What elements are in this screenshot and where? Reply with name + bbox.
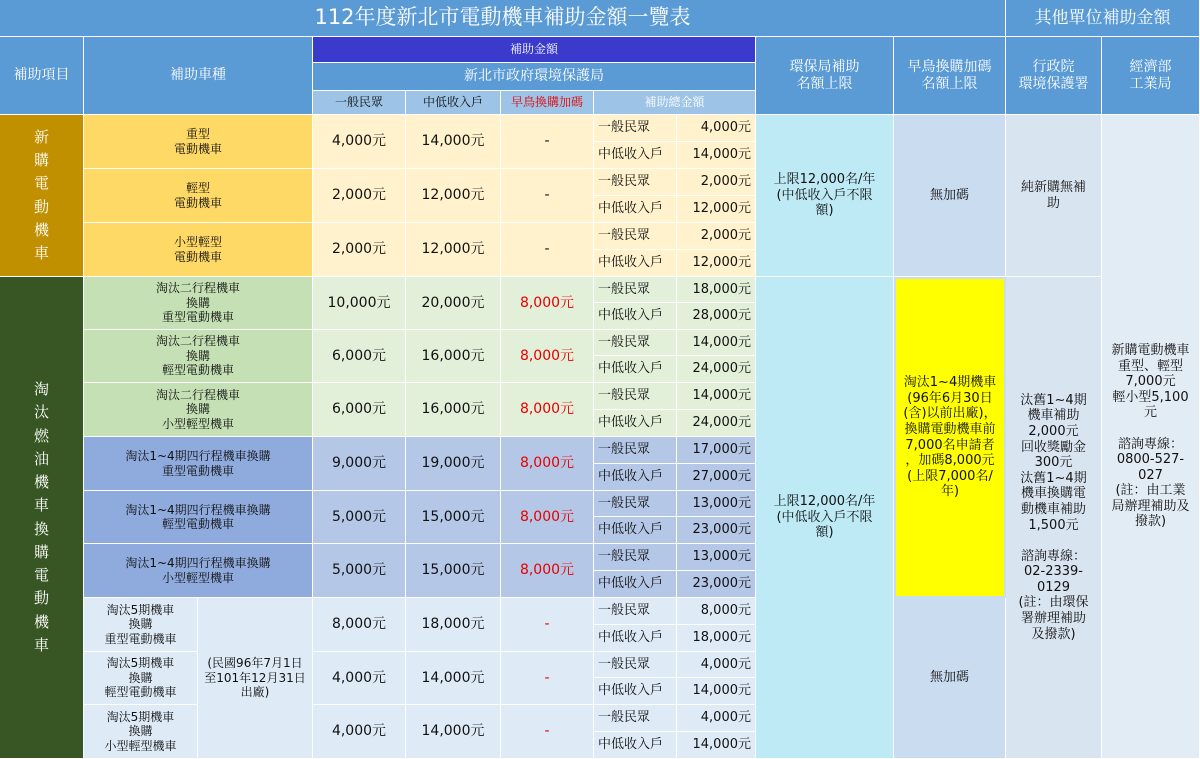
total-label-low-income: 中低收入戶: [594, 517, 677, 544]
total-label-low-income: 中低收入戶: [594, 732, 677, 759]
quota-replacement: 上限12,000名/年 (中低收入戶不限 額): [756, 277, 894, 759]
low-income-amount: 12,000元: [406, 169, 501, 223]
total-label-low-income: 中低收入戶: [594, 196, 677, 223]
total-label-low-income: 中低收入戶: [594, 142, 677, 169]
total-label-general: 一般民眾: [594, 437, 677, 464]
vehicle-cell: 重型 電動機車: [84, 115, 313, 169]
total-value-low-income: 23,000元: [677, 571, 756, 598]
early-bird-bonus: 8,000元: [501, 544, 594, 598]
early-bird-bonus: 8,000元: [501, 437, 594, 491]
total-value-low-income: 14,000元: [677, 678, 756, 705]
low-income-amount: 15,000元: [406, 544, 501, 598]
total-value-general: 4,000元: [677, 705, 756, 732]
total-label-general: 一般民眾: [594, 705, 677, 732]
total-value-general: 4,000元: [677, 115, 756, 142]
header-vehicle: 補助車種: [84, 37, 313, 115]
epa-replacement: 汰舊1~4期 機車補助 2,000元 回收獎勵金 300元 汰舊1~4期 機車換購電 動機車補助 1,500元 諮詢專線： 02-2339- 0129 (註：由環保 署辦理補助 及撥款): [1006, 277, 1102, 759]
total-label-low-income: 中低收入戶: [594, 625, 677, 652]
total-value-low-income: 24,000元: [677, 356, 756, 383]
total-label-general: 一般民眾: [594, 598, 677, 625]
header-early-bird: 早鳥換購加碼: [501, 91, 594, 115]
general-amount: 5,000元: [313, 491, 406, 544]
total-label-general: 一般民眾: [594, 223, 677, 250]
general-amount: 5,000元: [313, 544, 406, 598]
total-label-general: 一般民眾: [594, 491, 677, 517]
vehicle-cell: 淘汰1~4期四行程機車換購 重型電動機車: [84, 437, 313, 491]
early-bird-bonus: -: [501, 115, 594, 169]
header-item: 補助項目: [0, 37, 84, 115]
general-amount: 8,000元: [313, 598, 406, 652]
early-bird-bonus: 8,000元: [501, 491, 594, 544]
total-value-low-income: 24,000元: [677, 410, 756, 437]
low-income-amount: 15,000元: [406, 491, 501, 544]
low-income-amount: 16,000元: [406, 383, 501, 437]
total-label-low-income: 中低收入戶: [594, 464, 677, 491]
header-quota: 環保局補助 名額上限: [756, 37, 894, 115]
total-label-low-income: 中低收入戶: [594, 356, 677, 383]
phase5-period: (民國96年7月1日 至101年12月31日 出廠): [198, 598, 313, 759]
header-amount-group: 補助金額: [313, 37, 756, 63]
early-bird-bonus: 8,000元: [501, 383, 594, 437]
low-income-amount: 16,000元: [406, 330, 501, 383]
low-income-amount: 14,000元: [406, 115, 501, 169]
general-amount: 6,000元: [313, 330, 406, 383]
total-value-general: 18,000元: [677, 277, 756, 303]
general-amount: 4,000元: [313, 652, 406, 705]
total-label-low-income: 中低收入戶: [594, 571, 677, 598]
total-label-general: 一般民眾: [594, 115, 677, 142]
header-moea: 經濟部 工業局: [1102, 37, 1200, 115]
total-value-general: 4,000元: [677, 652, 756, 678]
early-bird-bonus: 8,000元: [501, 277, 594, 330]
header-early-quota: 早鳥換購加碼 名額上限: [894, 37, 1006, 115]
general-amount: 6,000元: [313, 383, 406, 437]
page-title: 112年度新北市電動機車補助金額一覽表: [0, 0, 1006, 37]
section-new-purchase: 新 購 電 動 機 車: [0, 115, 84, 277]
total-value-low-income: 14,000元: [677, 732, 756, 759]
vehicle-cell: 淘汰5期機車 換購 小型輕型機車: [84, 705, 198, 759]
total-value-low-income: 28,000元: [677, 303, 756, 330]
total-label-general: 一般民眾: [594, 169, 677, 196]
quota-new-purchase: 上限12,000名/年 (中低收入戶不限 額): [756, 115, 894, 277]
total-value-low-income: 12,000元: [677, 250, 756, 277]
epa-new-purchase: 純新購無補 助: [1006, 115, 1102, 277]
total-label-general: 一般民眾: [594, 330, 677, 356]
header-general: 一般民眾: [313, 91, 406, 115]
total-label-low-income: 中低收入戶: [594, 250, 677, 277]
total-label-general: 一般民眾: [594, 383, 677, 410]
general-amount: 2,000元: [313, 169, 406, 223]
general-amount: 2,000元: [313, 223, 406, 277]
vehicle-cell: 淘汰5期機車 換購 重型電動機車: [84, 598, 198, 652]
total-value-general: 2,000元: [677, 223, 756, 250]
vehicle-cell: 淘汰1~4期四行程機車換購 小型輕型機車: [84, 544, 313, 598]
header-low-income: 中低收入戶: [406, 91, 501, 115]
total-value-low-income: 23,000元: [677, 517, 756, 544]
general-amount: 10,000元: [313, 277, 406, 330]
total-value-low-income: 14,000元: [677, 142, 756, 169]
vehicle-cell: 淘汰二行程機車 換購 輕型電動機車: [84, 330, 313, 383]
header-epa: 行政院 環境保護署: [1006, 37, 1102, 115]
general-amount: 4,000元: [313, 705, 406, 759]
total-value-general: 13,000元: [677, 544, 756, 571]
vehicle-cell: 小型輕型 電動機車: [84, 223, 313, 277]
total-value-low-income: 12,000元: [677, 196, 756, 223]
low-income-amount: 18,000元: [406, 598, 501, 652]
vehicle-cell: 淘汰1~4期四行程機車換購 輕型電動機車: [84, 491, 313, 544]
early-bird-bonus: -: [501, 705, 594, 759]
total-label-low-income: 中低收入戶: [594, 303, 677, 330]
total-value-general: 13,000元: [677, 491, 756, 517]
early-quota-replacement: 淘汰1~4期機車 (96年6月30日 (含)以前出廠)， 換購電動機車前 7,000名申請者 ，加碼8,000元 (上限7,000名/ 年): [894, 277, 1006, 598]
early-bird-bonus: -: [501, 223, 594, 277]
total-label-low-income: 中低收入戶: [594, 678, 677, 705]
section-replacement: 淘 汰 燃 油 機 車 換 購 電 動 機 車: [0, 277, 84, 759]
vehicle-cell: 淘汰二行程機車 換購 重型電動機車: [84, 277, 313, 330]
early-bird-bonus: -: [501, 652, 594, 705]
general-amount: 4,000元: [313, 115, 406, 169]
low-income-amount: 19,000元: [406, 437, 501, 491]
early-bird-bonus: 8,000元: [501, 330, 594, 383]
header-agency: 新北市政府環境保護局: [313, 63, 756, 91]
other-units-title: 其他單位補助金額: [1006, 0, 1200, 37]
total-value-general: 8,000元: [677, 598, 756, 625]
low-income-amount: 12,000元: [406, 223, 501, 277]
total-value-general: 17,000元: [677, 437, 756, 464]
vehicle-cell: 淘汰二行程機車 換購 小型輕型機車: [84, 383, 313, 437]
total-value-general: 14,000元: [677, 383, 756, 410]
general-amount: 9,000元: [313, 437, 406, 491]
early-bird-bonus: -: [501, 169, 594, 223]
early-quota-phase5: 無加碼: [894, 598, 1006, 759]
total-label-general: 一般民眾: [594, 277, 677, 303]
vehicle-cell: 輕型 電動機車: [84, 169, 313, 223]
early-quota-new: 無加碼: [894, 115, 1006, 277]
low-income-amount: 20,000元: [406, 277, 501, 330]
total-value-low-income: 27,000元: [677, 464, 756, 491]
moea-subsidy: 新購電動機車 重型、輕型 7,000元 輕小型5,100 元 諮詢專線： 0800-527- 027 (註：由工業 局辦理補助及 撥款): [1102, 115, 1200, 759]
total-label-low-income: 中低收入戶: [594, 410, 677, 437]
early-bird-bonus: -: [501, 598, 594, 652]
total-value-general: 14,000元: [677, 330, 756, 356]
low-income-amount: 14,000元: [406, 652, 501, 705]
total-value-low-income: 18,000元: [677, 625, 756, 652]
low-income-amount: 14,000元: [406, 705, 501, 759]
total-label-general: 一般民眾: [594, 652, 677, 678]
vehicle-cell: 淘汰5期機車 換購 輕型電動機車: [84, 652, 198, 705]
total-label-general: 一般民眾: [594, 544, 677, 571]
header-total: 補助總金額: [594, 91, 756, 115]
total-value-general: 2,000元: [677, 169, 756, 196]
